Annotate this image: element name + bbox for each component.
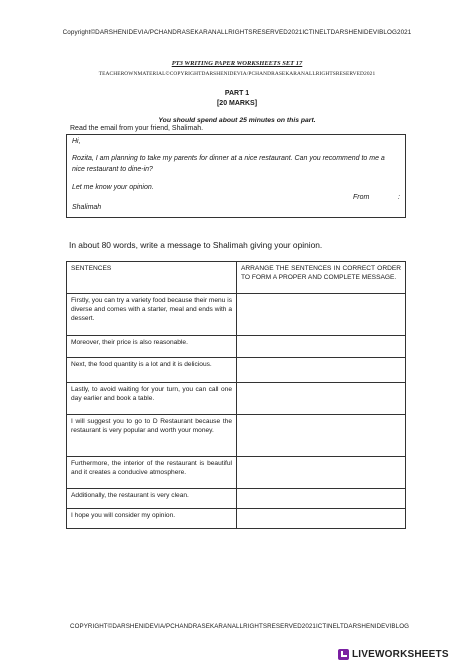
email-box [66,134,406,218]
sentence-cell: Additionally, the restaurant is very clean. [67,489,237,509]
table-row [67,383,406,415]
table-header-row [67,262,406,294]
answer-cell[interactable] [237,383,406,415]
liveworksheets-icon [338,649,349,660]
sentence-cell: Furthermore, the interior of the restaurant is beautiful and it creates a conducive atmosphere. [67,457,237,489]
logo-text: LIVEWORKSHEETS [352,648,449,660]
top-copyright: Copyright©DARSHENIDEVIA/PCHANDRASEKARANALLRIGHTSRESERVED2021ICTINELTDARSHENIDEVIBLOG2021 [62,29,412,36]
sentence-table [66,261,406,529]
sentence-cell: Firstly, you can try a variety food because their menu is diverse and comes with a starter, meal and ends with a dessert. [67,294,237,336]
email-greeting: Hi, [72,138,81,145]
table-row [67,457,406,489]
email-from-colon: : [398,194,400,201]
table-row [67,489,406,509]
answer-cell[interactable] [237,509,406,529]
footer-copyright: COPYRIGHT©DARSHENIDEVIA/PCHANDRASEKARANALLRIGHTSRESERVED2021ICTINELTDARSHENIDEVIBLOG [70,623,410,630]
email-intro: Read the email from your friend, Shalimah. [70,125,204,132]
table-row [67,509,406,529]
answer-cell[interactable] [237,415,406,457]
table-row [67,415,406,457]
table-row [67,358,406,383]
email-body-line2: nice restaurant to dine-in? [72,166,153,173]
email-body-line1: Rozita, I am planning to take my parents for dinner at a nice restaurant. Can you recommend to me a [72,155,385,162]
sentence-cell: Next, the food quantity is a lot and it is delicious. [67,358,237,383]
worksheet-title: PT3 WRITING PAPER WORKSHEETS SET 17 [171,60,303,67]
email-from-label: From [353,194,370,201]
time-instruction: You should spend about 25 minutes on this part. [158,117,316,124]
part-label: PART 1 [224,90,250,97]
answer-cell[interactable] [237,294,406,336]
liveworksheets-logo[interactable] [338,648,449,660]
sentence-cell: I hope you will consider my opinion. [67,509,237,529]
email-signature: Shalimah [72,204,102,211]
answer-cell[interactable] [237,358,406,383]
sentence-cell: I will suggest you to go to D Restaurant because the restaurant is very popular and worth your money. [67,415,237,457]
table-row [67,336,406,358]
answer-cell[interactable] [237,336,406,358]
marks-label: [20 MARKS] [216,100,258,107]
task-prompt: In about 80 words, write a message to Shalimah giving your opinion. [69,240,323,250]
sentences-header: SENTENCES [67,262,237,294]
table-row [67,294,406,336]
answer-cell[interactable] [237,489,406,509]
answer-cell[interactable] [237,457,406,489]
sentence-cell: Moreover, their price is also reasonable. [67,336,237,358]
arrange-header: ARRANGE THE SENTENCES IN CORRECT ORDER TO FORM A PROPER AND COMPLETE MESSAGE. [237,262,406,294]
sentence-cell: Lastly, to avoid waiting for your turn, you can call one day earlier and book a table. [67,383,237,415]
teacher-material-line: TEACHEROWNMATERIAL©COPYRIGHTDARSHENIDEVIA/PCHANDRASEKARANALLRIGHTSRESERVED2021 [98,71,376,77]
email-request: Let me know your opinion. [72,184,154,191]
